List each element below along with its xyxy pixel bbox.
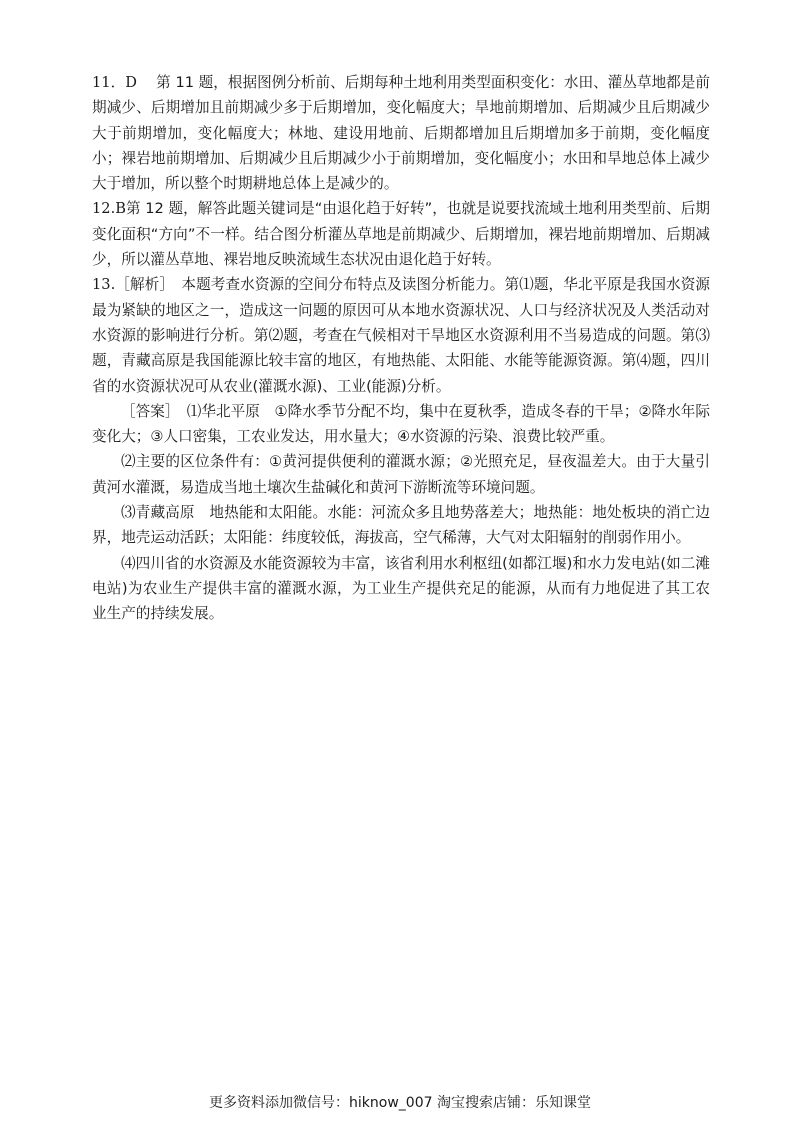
answer-11-number: 11．D: [92, 74, 137, 91]
answer-13-analysis: [92, 272, 710, 398]
answer-11-text: 第 11 题，根据图例分析前、后期每种土地利用类型面积变化：水田、灌丛草地都是前期减少、后期增加且前期减少多于后期增加，变化幅度大；旱地前期增加、后期减少且后期减少大于前期增加，变化幅度大；林地、建设用地前、后期都增加且后期增加多于前期，变化幅度小；裸岩地前期增加、后期减少且后期减少小于前期增加，变化幅度小；水田和旱地总体上减少大于增加，所以整个时期耕地总体上是减少的。: [92, 74, 710, 193]
answer-13-part-1: ［答案］ ⑴华北平原 ①降水季节分配不均，集中在夏秋季，造成冬春的干旱；②降水年际变化大；③人口密集，工农业发达，用水量大；④水资源的污染、浪费比较严重。: [92, 402, 710, 446]
answer-12-number: 12.B: [92, 200, 126, 218]
footer-promo-text: 更多资料添加微信号：hiknow_007 淘宝搜索店铺：乐知课堂: [209, 1095, 591, 1111]
answer-13-part-2: ⑵主要的区位条件有：①黄河提供便利的灌溉水源；②光照充足，昼夜温差大。由于大量引黄河水灌溉，易造成当地土壤次生盐碱化和黄河下游断流等环境问题。: [92, 453, 710, 496]
answer-13-part-4: ⑷四川省的水资源及水能资源较为丰富，该省利用水利枢纽(如都江堰)和水力发电站(如二滩电站)为农业生产提供丰富的灌溉水源，为工业生产提供充足的能源，从而有力地促进了其工农业生产的持续发展。: [92, 554, 710, 623]
answer-13-number: 13.［解析］: [92, 276, 167, 294]
answer-11: [92, 70, 710, 196]
answer-13-part-3: ⑶青藏高原 地热能和太阳能。水能：河流众多且地势落差大；地热能：地处板块的消亡边界，地壳运动活跃；太阳能：纬度较低，海拔高，空气稀薄，大气对太阳辐射的削弱作用小。: [92, 504, 710, 547]
answer-12-text: 第 12 题，解答此题关键词是“由退化趋于好转”，也就是说要找流域土地利用类型前、后期变化面积“方向”不一样。结合图分析灌丛草地是前期减少、后期增加，裸岩地前期增加、后期减少，所以灌丛草地、裸岩地反映流域生态状况由退化趋于好转。: [92, 200, 710, 269]
answer-12: [92, 196, 710, 272]
answer-13-analysis-text: 本题考查水资源的空间分布特点及读图分析能力。第⑴题，华北平原是我国水资源最为紧缺的地区之一，造成这一问题的原因可从本地水资源状况、人口与经济状况及人类活动对水资源的影响进行分析。第⑵题，考查在气候相对干旱地区水资源利用不当易造成的问题。第⑶题，青藏高原是我国能源比较丰富的地区，有地热能、太阳能、水能等能源资源。第⑷题，四川省的水资源状况可从农业(灌溉水源)、工业(能源)分析。: [92, 276, 710, 395]
answer-content: [92, 70, 710, 627]
